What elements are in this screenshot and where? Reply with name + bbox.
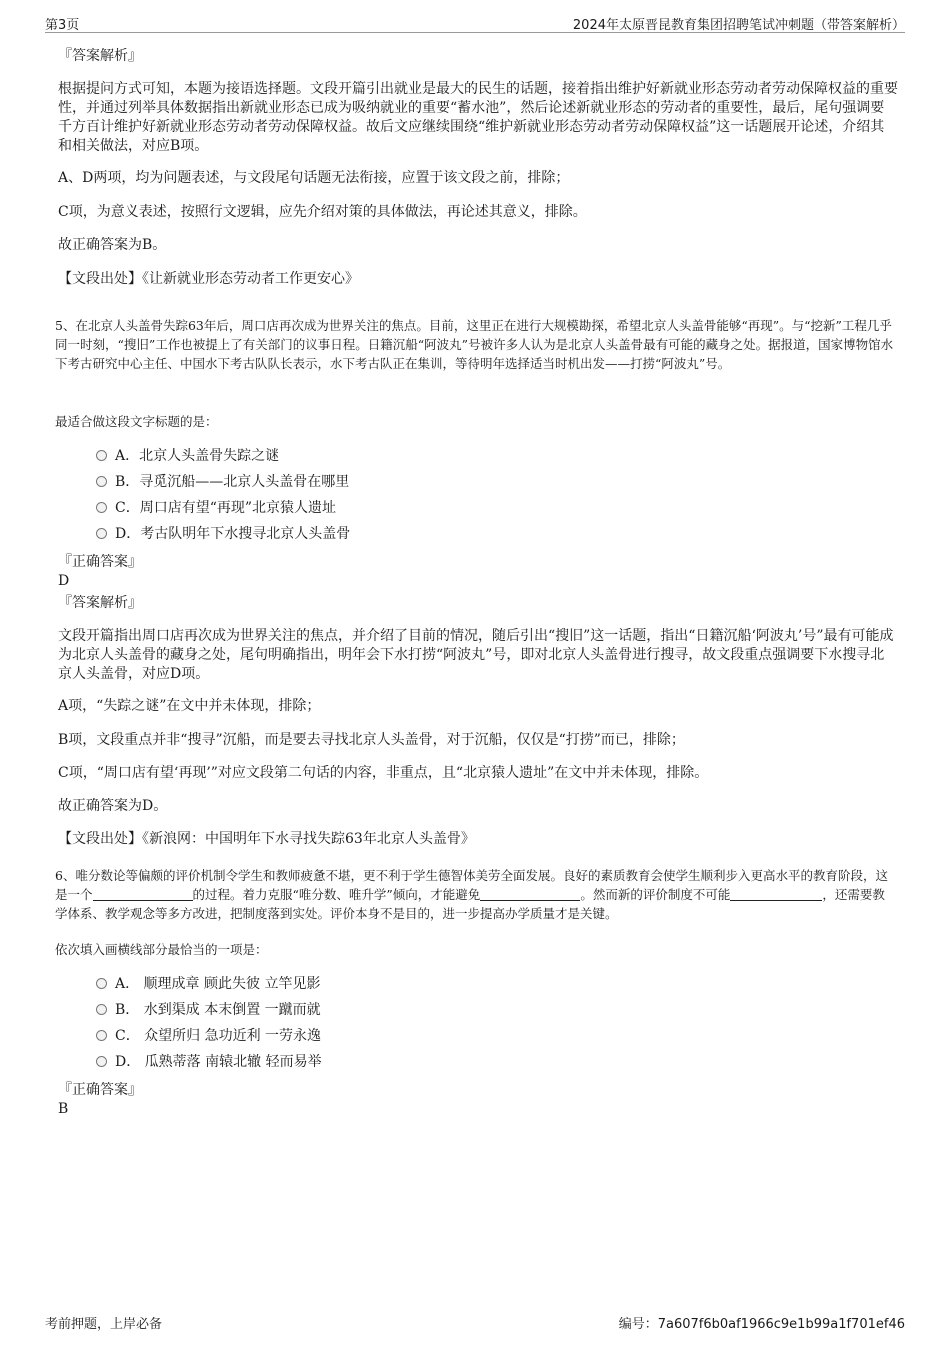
q6-option-b[interactable]: [96, 1001, 321, 1020]
radio-icon[interactable]: [96, 502, 107, 513]
q6-answer: B: [58, 1101, 69, 1117]
option-label: A． 顺理成章 顾此失彼 立竿见影: [115, 976, 321, 992]
radio-icon[interactable]: [96, 1056, 107, 1067]
q5-prompt: 最适合做这段文字标题的是：: [55, 414, 218, 429]
q5-option-b[interactable]: [96, 473, 349, 492]
blank-1: [93, 887, 193, 901]
page-number: 第3页: [45, 18, 80, 33]
blank-3: [730, 887, 822, 901]
option-label: B．寻觅沉船——北京人头盖骨在哪里: [115, 474, 350, 490]
q5-option-c[interactable]: [96, 499, 336, 518]
q4-analysis-p1: 根据提问方式可知，本题为接语选择题。文段开篇引出就业是最大的民生的话题，接着指出维护好新就业形态劳动者劳动保障权益的重要性，并通过列举具体数据指出新就业形态已成为吸纳就业的重要“蓄水池”，然后论述新就业形态的劳动者的重要性，最后，尾句强调要千方百计维护好新就业形态劳动者劳动保障权益。故后文应继续围绕“维护新就业形态劳动者劳动保障权益”这一话题展开论述，介绍其和相关做法，对应B项。: [58, 81, 898, 154]
q6-answer-label: 『正确答案』: [58, 1082, 142, 1098]
q5-analysis-p4: C项，“周口店有望‘再现’”对应文段第二句话的内容，非重点，且“北京猿人遗址”在文中并未体现，排除。: [58, 765, 709, 781]
radio-icon[interactable]: [96, 476, 107, 487]
q5-source: 【文段出处】《新浪网：中国明年下水寻找失踪63年北京人头盖骨》: [58, 831, 475, 847]
option-label: D． 瓜熟蒂落 南辕北辙 轻而易举: [115, 1054, 322, 1070]
q4-source: 【文段出处】《让新就业形态劳动者工作更安心》: [58, 271, 359, 287]
footer-slogan: 考前押题，上岸必备: [45, 1317, 163, 1332]
q6-stem: 6、唯分数论等偏颇的评价机制令学生和教师疲惫不堪，更不利于学生德智体美劳全面发展。良好的素质教育会使学生顺利步入更高水平的教育阶段，这是一个 的过程。着力克服“唯分数、唯升学”倾向，才能避免 。然而新的评价制度不可能 ，还需要教学体系、教学观念等多方改进，把制度落到实处。评价本身不是目的，进一步提高办学质量才是关键。: [55, 868, 888, 921]
option-label: B． 水到渠成 本末倒置 一蹴而就: [115, 1002, 321, 1018]
q5-stem: 5、在北京人头盖骨失踪63年后，周口店再次成为世界关注的焦点。目前，这里正在进行大规模勘探，希望北京人头盖骨能够“再现”。与“挖新”工程几乎同一时刻，“搜旧”工作也被提上了有关部门的议事日程。日籍沉船“阿波丸”号被许多人认为是北京人头盖骨最有可能的藏身之处。据报道，国家博物馆水下考古研究中心主任、中国水下考古队队长表示，水下考古队正在集训，等待明年选择适当时机出发——打捞“阿波丸”号。: [55, 318, 894, 371]
q5-answer-label: 『正确答案』: [58, 554, 142, 570]
q5-analysis-p3: B项，文段重点并非“搜寻”沉船，而是要去寻找北京人头盖骨，对于沉船，仅仅是“打捞”而已，排除；: [58, 732, 685, 748]
q4-analysis-p3: C项，为意义表述，按照行文逻辑，应先介绍对策的具体做法，再论述其意义，排除。: [58, 204, 587, 220]
option-label: C． 众望所归 急功近利 一劳永逸: [115, 1028, 322, 1044]
q6-option-d[interactable]: [96, 1053, 322, 1072]
blank-2: [480, 887, 580, 901]
q5-answer: D: [58, 573, 70, 589]
q4-analysis-p2: A、D两项，均为问题表述，与文段尾句话题无法衔接，应置于该文段之前，排除；: [58, 170, 570, 186]
q6-option-c[interactable]: [96, 1027, 321, 1046]
q5-analysis-p1: 文段开篇指出周口店再次成为世界关注的焦点，并介绍了目前的情况，随后引出“搜旧”这一话题，指出“日籍沉船‘阿波丸’号”最有可能成为北京人头盖骨的藏身之处，尾句明确指出，明年会下水打捞“阿波丸”号，即对北京人头盖骨进行搜寻，故文段重点强调要下水搜寻北京人头盖骨，对应D项。: [58, 628, 894, 682]
document-title: 2024年太原晋昆教育集团招聘笔试冲刺题（带答案解析）: [572, 18, 905, 33]
option-label: C．周口店有望“再现”北京猿人遗址: [115, 500, 337, 516]
radio-icon[interactable]: [96, 1030, 107, 1041]
q6-prompt: 依次填入画横线部分最恰当的一项是：: [55, 942, 268, 957]
option-label: A．北京人头盖骨失踪之谜: [115, 448, 280, 464]
page-header: [45, 12, 905, 33]
q5-option-d[interactable]: [96, 525, 350, 544]
q6-option-a[interactable]: [96, 975, 320, 994]
q4-analysis-label: 『答案解析』: [58, 48, 142, 64]
q5-analysis-p2: A项，“失踪之谜”在文中并未体现，排除；: [58, 698, 321, 714]
q5-analysis-p5: 故正确答案为D。: [58, 798, 168, 814]
q4-analysis-p4: 故正确答案为B。: [58, 237, 167, 253]
q5-option-a[interactable]: [96, 447, 279, 466]
radio-icon[interactable]: [96, 528, 107, 539]
option-label: D．考古队明年下水搜寻北京人头盖骨: [115, 526, 351, 542]
q5-analysis-label: 『答案解析』: [58, 595, 142, 611]
radio-icon[interactable]: [96, 1004, 107, 1015]
document-id: 编号：7a607f6b0af1966c9e1b99a1f701ef46: [618, 1317, 905, 1332]
radio-icon[interactable]: [96, 978, 107, 989]
radio-icon[interactable]: [96, 450, 107, 461]
